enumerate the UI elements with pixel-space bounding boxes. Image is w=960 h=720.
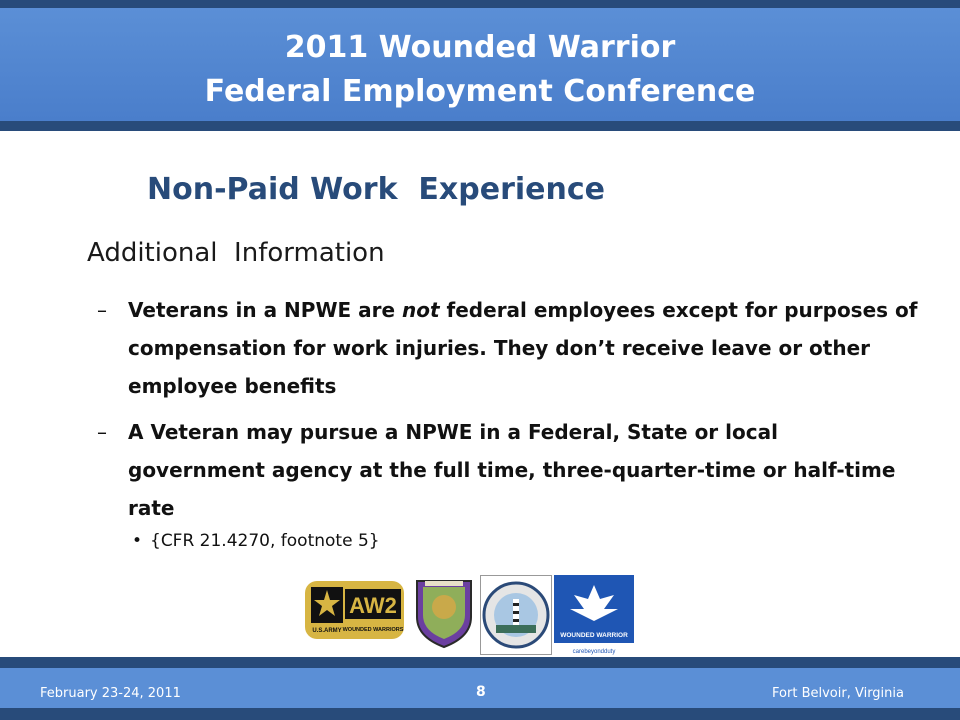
air-force-wounded-warrior-logo bbox=[554, 575, 634, 661]
bullet-emphasis: not bbox=[402, 298, 440, 322]
footer-top-border bbox=[0, 657, 960, 668]
navy-wounded-warrior-safe-harbor-logo bbox=[411, 575, 477, 654]
svg-text:WOUNDED WARRIORS: WOUNDED WARRIORS bbox=[342, 627, 404, 633]
page-number: 8 bbox=[476, 684, 486, 700]
bullet-dash: – bbox=[97, 298, 107, 322]
army-aw2-logo bbox=[303, 575, 406, 654]
slide-subheading: Additional Information bbox=[87, 238, 385, 268]
bullet-text: federal employees except for purposes of compensation for work injuries. They don’t receive leave or other employee benefits bbox=[128, 298, 918, 398]
footer-date: February 23-24, 2011 bbox=[40, 686, 181, 701]
header-title-line1: 2011 Wounded Warrior bbox=[284, 30, 676, 65]
slide-title: Non-Paid Work Experience bbox=[147, 172, 605, 207]
bottom-border bbox=[0, 708, 960, 720]
navy-safe-harbor-logo bbox=[480, 575, 552, 659]
bullet-item: A Veteran may pursue a NPWE in a Federal, State or local government agency at the full time, three-quarter-time or half-time rate bbox=[128, 420, 896, 520]
svg-text:U.S.ARMY: U.S.ARMY bbox=[312, 628, 342, 634]
bullet-text: Veterans in a NPWE are bbox=[128, 298, 403, 322]
footer bbox=[0, 668, 960, 708]
svg-text:AW2: AW2 bbox=[349, 593, 397, 618]
sub-bullet: {CFR 21.4270, footnote 5} bbox=[150, 531, 380, 551]
bullet-dash: – bbox=[97, 420, 107, 444]
header-title-line2: Federal Employment Conference bbox=[204, 74, 756, 109]
header-bottom-border bbox=[0, 121, 960, 131]
svg-text:carebeyondduty: carebeyondduty bbox=[572, 649, 616, 655]
sub-bullet-dot: • bbox=[132, 531, 143, 551]
header-banner bbox=[0, 8, 960, 121]
svg-text:WOUNDED WARRIOR: WOUNDED WARRIOR bbox=[560, 632, 628, 639]
top-border bbox=[0, 0, 960, 8]
footer-location: Fort Belvoir, Virginia bbox=[772, 686, 904, 701]
bullet-item bbox=[128, 291, 918, 405]
